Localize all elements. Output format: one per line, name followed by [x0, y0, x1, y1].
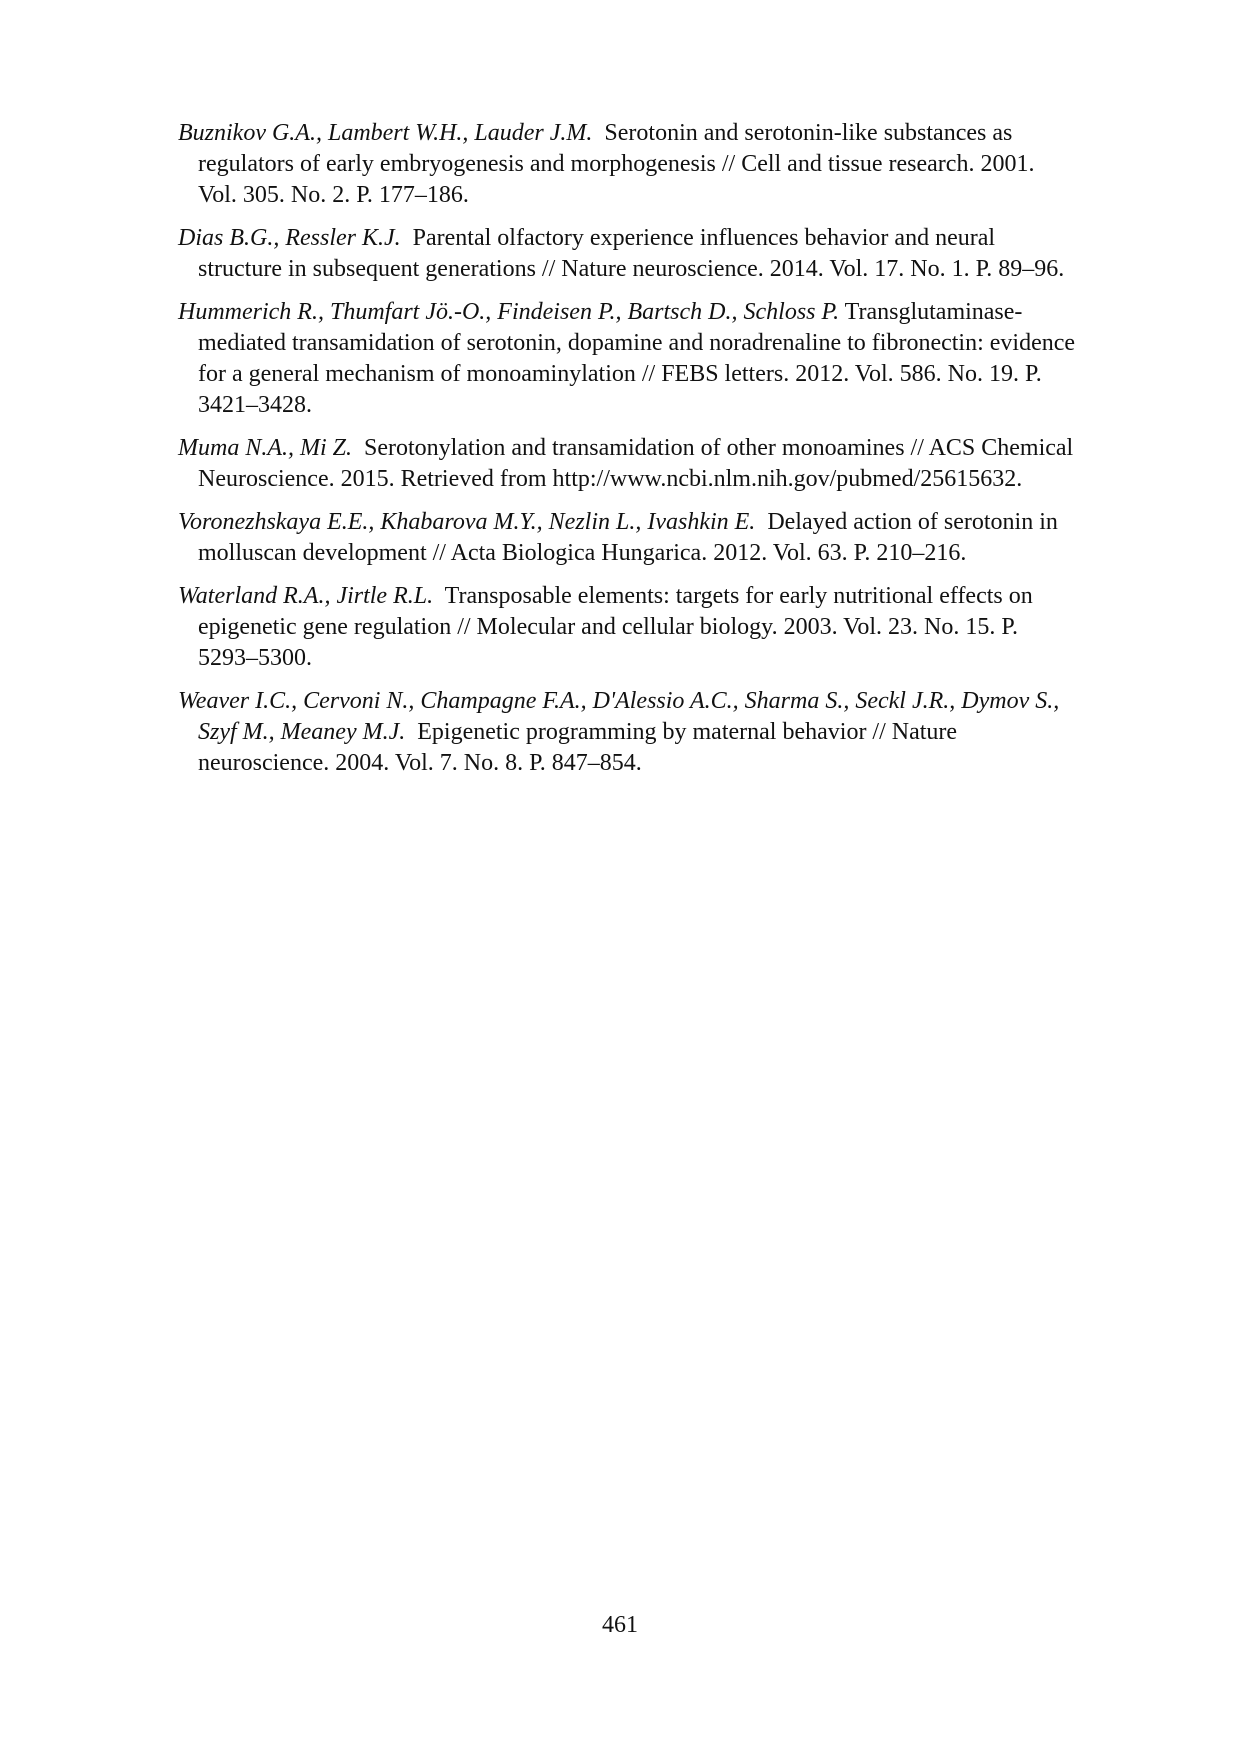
reference-details: Parental olfactory experience influences behavior and neural structure in subsequent generations // Nature neuroscience. 2014. Vol. 17. No. 1. P. 89–96.: [198, 225, 1065, 282]
reference-authors: Buznikov G.A., Lambert W.H., Lauder J.M.: [178, 120, 593, 146]
reference-entry: [178, 433, 1078, 495]
reference-details: Serotonylation and transamidation of other monoamines // ACS Chemical Neuroscience. 2015. Retrieved from http://www.ncbi.nlm.nih.gov/pubmed/25615632.: [198, 435, 1074, 492]
reference-details: Delayed action of serotonin in molluscan development // Acta Biologica Hungarica. 2012. Vol. 63. P. 210–216.: [198, 509, 1058, 566]
reference-details: Transglutaminase-mediated transamidation of serotonin, dopamine and noradrenaline to fibronectin: evidence for a general mechanism of monoaminylation // FEBS letters. 2012. Vol. 586. No. 19. P. 3421–3428.: [198, 299, 1076, 418]
reference-entry: [178, 686, 1078, 779]
reference-authors: Voronezhskaya E.E., Khabarova M.Y., Nezlin L., Ivashkin E.: [178, 509, 756, 535]
reference-details: Transposable elements: targets for early nutritional effects on epigenetic gene regulation // Molecular and cellular biology. 2003. Vol. 23. No. 15. P. 5293–5300.: [198, 583, 1033, 671]
reference-entry: [178, 118, 1078, 211]
reference-entry: [178, 297, 1078, 421]
reference-list: [178, 118, 1078, 791]
reference-authors: Dias B.G., Ressler K.J.: [178, 225, 401, 251]
reference-authors: Weaver I.C., Cervoni N., Champagne F.A., D'Alessio A.C., Sharma S., Seckl J.R., Dymov S., Szyf M., Meaney M.J.: [178, 688, 1060, 745]
page-number: 461: [602, 1612, 638, 1638]
reference-entry: [178, 507, 1078, 569]
reference-authors: Hummerich R., Thumfart Jö.-O., Findeisen P., Bartsch D., Schloss P.: [178, 299, 840, 325]
reference-authors: Waterland R.A., Jirtle R.L.: [178, 583, 434, 609]
reference-authors: Muma N.A., Mi Z.: [178, 435, 352, 461]
reference-details: Serotonin and serotonin-like substances as regulators of early embryogenesis and morphogenesis // Cell and tissue research. 2001. Vol. 305. No. 2. P. 177–186.: [198, 120, 1035, 208]
reference-entry: [178, 581, 1078, 674]
reference-entry: [178, 223, 1078, 285]
reference-details: Epigenetic programming by maternal behavior // Nature neuroscience. 2004. Vol. 7. No. 8. P. 847–854.: [198, 719, 958, 776]
